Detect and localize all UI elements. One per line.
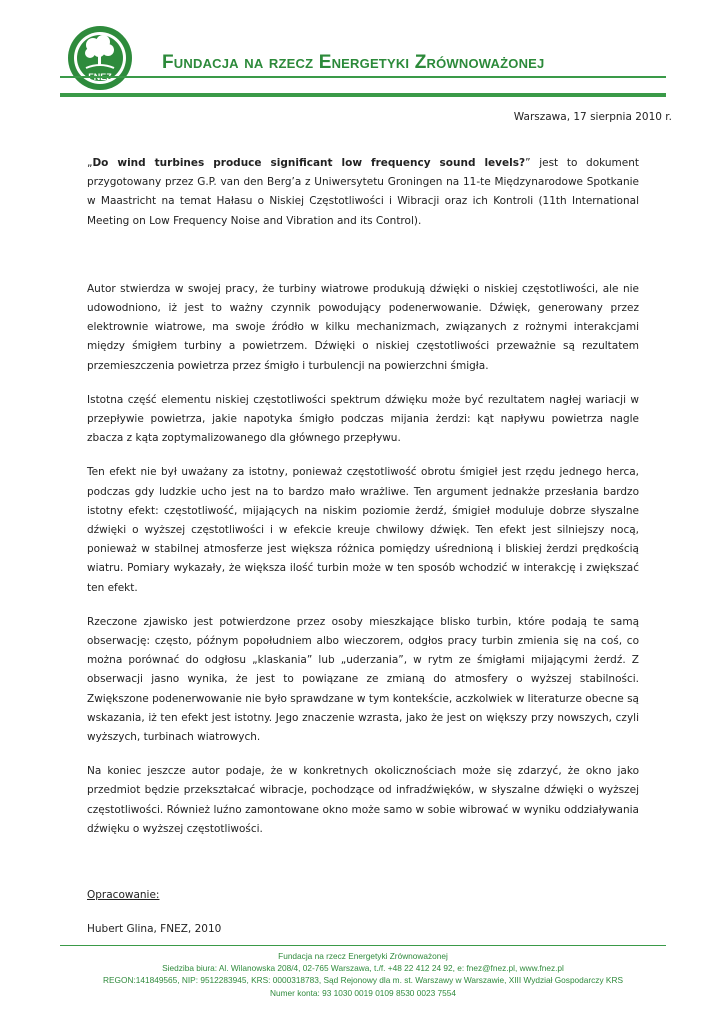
intro-document-title: Do wind turbines produce significant low frequency sound levels? (92, 157, 526, 169)
body-paragraph-2: Istotna część elementu niskiej częstotliwości spektrum dźwięku może być rezultatem nagłej wariacji w przepływie powietrza, jakie napotyka śmigło podczas mijania żerdzi: kąt napływu powietrza nagle zbacza z kąta zoptymalizowanego dla głównego przepływu. (87, 393, 639, 445)
signature-label: Opracowanie: (87, 889, 160, 902)
signature-author: Hubert Glina, FNEZ, 2010 (87, 923, 222, 936)
intro-quote-open: „ (87, 157, 93, 169)
document-date: Warszawa, 17 sierpnia 2010 r. (513, 111, 672, 123)
header-divider-thick (60, 93, 666, 97)
intro-paragraph (87, 154, 639, 231)
footer-org-name: Fundacja na rzecz Energetyki Zrównoważonej (278, 951, 448, 961)
footer-address: Siedziba biura: Al. Wilanowska 208/4, 02-765 Warszawa, t./f. +48 22 412 24 92, e: fnez@fnez.pl, www.fnez.pl (162, 963, 564, 974)
body-paragraph-4: Rzeczone zjawisko jest potwierdzone przez osoby mieszkające blisko turbin, które podają te samą obserwację: często, późnym popołudniem albo wieczorem, odgłos pracy turbin zmienia się na coś, co można porównać do odgłosu „klaskania” lub „uderzania”, w rytm ze śmigłami mijającymi żerdź. Z obserwacji jasno wynika, że jest to powiązane ze zmianą do atmosfery o wyższej stabilności. Zwiększone podenerwowanie nie było sprawdzane w tym kontekście, aczkolwiek w literaturze obecne są wskazania, iż ten efekt jest istotny. Jego znaczenie wzrasta, jako że jest on większy przy nowszych, czyli wyższych, turbinach wiatrowych. (87, 615, 639, 744)
tree-logo-icon (66, 24, 134, 92)
body-paragraph-5: Na koniec jeszcze autor podaje, że w konkretnych okolicznościach może się zdarzyć, że okno jako przedmiot będzie przekształcać wibracje, pochodzące od infradźwięków, w słyszalne dźwięki o wyższej częstotliwości. Również luźno zamontowane okno może samo w sobie wibrować w wyniku oddziaływania dźwięku o wyższej częstotliwości. (87, 765, 639, 835)
body-paragraph-1: Autor stwierdza w swojej pracy, że turbiny wiatrowe produkują dźwięki o niskiej częstotliwości, ale nie udowodniono, iż jest to ważny czynnik powodujący podenerwowanie. Dźwięk, generowany przez elektrownie wiatrowe, ma swoje źródło w kilku mechanizmach, związanych z rożnymi interakcjami między śmigłem turbiny a powietrzem. Dźwięki o niskiej częstotliwości przeważnie są rezultatem przemieszczenia powietrza przez śmigło i turbulencji na powierzchni śmigła. (87, 282, 639, 372)
footer (60, 950, 666, 999)
document-body (87, 154, 639, 955)
header-divider (60, 76, 666, 78)
body-paragraph-3: Ten efekt nie był uważany za istotny, ponieważ częstotliwość obrotu śmigieł jest rzędu jednego herca, podczas gdy ludzkie ucho jest na to bardzo mało wrażliwe. Ten argument jednakże przesłania bardzo istotny efekt: częstotliwość, mijających na niskim poziomie żerdź, śmigieł moduluje dobrze słyszalne dźwięki o wyższej częstotliwości i w efekcie kreuje chwilowy dźwięk. Ten efekt jest silniejszy nocą, ponieważ w stabilnej atmosferze jest większa różnica pomiędzy uśrednioną i bliskiej żerdzi prędkością wiatru. Pomiary wykazały, że większa ilość turbin może w ten sposób wchodzić w interakcję i zwiększać ten efekt. (87, 466, 639, 594)
footer-registration: REGON:141849565, NIP: 9512283945, KRS: 0000318783, Sąd Rejonowy dla m. st. Warszawy w Warszawie, XIII Wydział Gospodarczy KRS (103, 975, 623, 986)
fnez-logo (66, 24, 134, 92)
org-title: Fundacja na rzecz Energetyki Zrównoważonej (162, 52, 545, 73)
footer-account: Numer konta: 93 1030 0019 0109 8530 0023 7554 (270, 987, 456, 998)
intro-text: ” jest to dokument przygotowany przez G.P. van den Berg’a z Uniwersytetu Groningen na 11-te Międzynarodowe Spotkanie w Maastricht na temat Hałasu o Niskiej Częstotliwości i Wibracji oraz ich Kontroli (11th International Meeting on Low Frequency Noise and Vibration and its Control). (87, 157, 639, 227)
footer-divider (60, 945, 666, 946)
